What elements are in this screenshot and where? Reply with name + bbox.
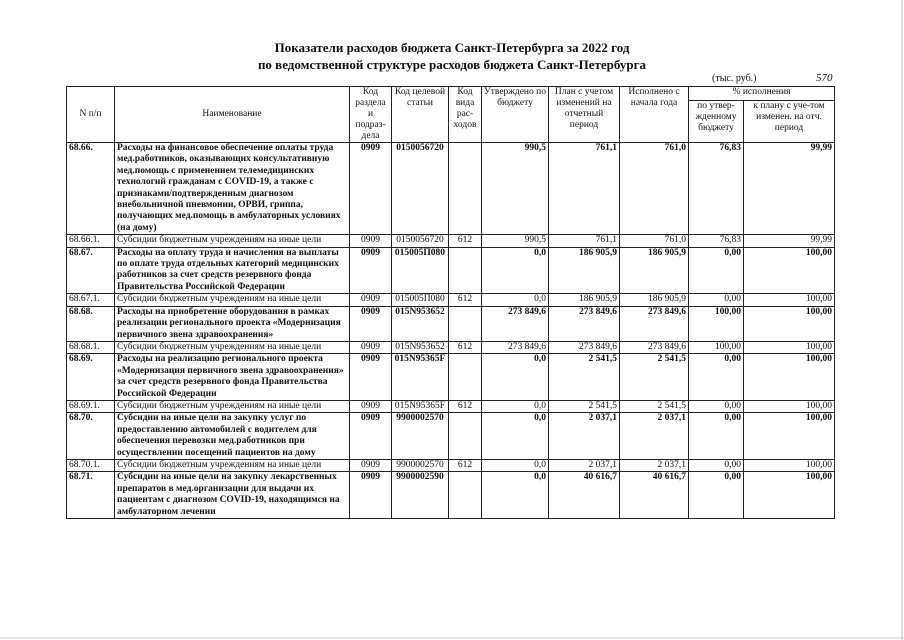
row-plan: 761,1 (549, 143, 620, 235)
row-pct-plan: 100,00 (744, 400, 835, 412)
row-pct-approved: 0,00 (689, 413, 744, 460)
row-type-code: 612 (449, 294, 482, 306)
header-type-code: Код вида рас-ходов (449, 87, 482, 143)
row-pct-plan: 100,00 (744, 354, 835, 401)
page-number: 570 (816, 72, 833, 84)
row-type-code (449, 247, 482, 294)
row-approved: 273 849,6 (482, 306, 549, 341)
row-plan: 2 541,5 (549, 400, 620, 412)
row-pct-approved: 0,00 (689, 354, 744, 401)
row-target-code: 015005П080 (392, 247, 449, 294)
row-name: Субсидии бюджетным учреждениям на иные цели (115, 235, 350, 247)
row-type-code (449, 354, 482, 401)
table-row (67, 235, 835, 247)
row-approved: 273 849,6 (482, 341, 549, 353)
table-body (67, 143, 835, 519)
row-pct-plan: 99,99 (744, 143, 835, 235)
row-approved: 0,0 (482, 459, 549, 471)
row-pct-approved: 76,83 (689, 235, 744, 247)
row-number: 68.70.1. (67, 459, 115, 471)
row-number: 68.66. (67, 143, 115, 235)
row-pct-plan: 100,00 (744, 247, 835, 294)
row-name: Расходы на финансовое обеспечение оплаты труда мед.работников, оказывающих консультативную мед.помощь с применением телемедицинских технологий гражданам с COVID-19, а также с признаками/подтвержденным диагнозом внебольничной пневмонии, ОРВИ, гриппа, получающих мед.помощь в амбулаторных условиях (на дому) (115, 143, 350, 235)
row-number: 68.67.1. (67, 294, 115, 306)
row-done: 186 905,9 (620, 294, 689, 306)
row-target-code: 015N953652 (392, 306, 449, 341)
row-type-code (449, 306, 482, 341)
header-approved: Утверждено по бюджету (482, 87, 549, 143)
row-name: Расходы на оплату труда и начисления на выплаты по оплате труда отдельных категорий медицинских работников за счет средств резервного фонда Правительства Российской Федерации (115, 247, 350, 294)
row-pct-approved: 0,00 (689, 459, 744, 471)
row-target-code: 015N95365F (392, 400, 449, 412)
row-section-code: 0909 (350, 354, 392, 401)
row-plan: 761,1 (549, 235, 620, 247)
row-section-code: 0909 (350, 341, 392, 353)
row-number: 68.68. (67, 306, 115, 341)
table-row (67, 472, 835, 519)
row-name: Субсидии бюджетным учреждениям на иные цели (115, 400, 350, 412)
row-approved: 0,0 (482, 400, 549, 412)
header-target-code: Код целевой статьи (392, 87, 449, 143)
row-name: Субсидии на иные цели на закупку лекарственных препаратов в мед.организации для выдачи их пациентам с диагнозом COVID-19, находящимся на амбулаторном лечении (115, 472, 350, 519)
row-target-code: 9900002590 (392, 472, 449, 519)
row-number: 68.66.1. (67, 235, 115, 247)
row-section-code: 0909 (350, 235, 392, 247)
table-row (67, 143, 835, 235)
row-done: 2 541,5 (620, 400, 689, 412)
header-pct-plan: к плану с уче-том изменен. на отч. период (744, 100, 835, 142)
row-name: Расходы на реализацию регионального проекта «Модернизация первичного звена здравоохранения» за счет средств резервного фонда Правительства Российской Федерации (115, 354, 350, 401)
table-row (67, 341, 835, 353)
header-section-code: Код раздела и подраз-дела (350, 87, 392, 143)
row-pct-approved: 0,00 (689, 400, 744, 412)
row-target-code: 015N95365F (392, 354, 449, 401)
row-number: 68.69. (67, 354, 115, 401)
table-row (67, 306, 835, 341)
row-name: Расходы на приобретение оборудования в рамках реализации регионального проекта «Модернизация первичного звена здравоохранения» (115, 306, 350, 341)
row-number: 68.71. (67, 472, 115, 519)
row-pct-approved: 0,00 (689, 472, 744, 519)
row-number: 68.68.1. (67, 341, 115, 353)
row-section-code: 0909 (350, 472, 392, 519)
row-name: Субсидии бюджетным учреждениям на иные цели (115, 459, 350, 471)
row-pct-plan: 100,00 (744, 341, 835, 353)
table-row (67, 294, 835, 306)
row-section-code: 0909 (350, 306, 392, 341)
row-section-code: 0909 (350, 247, 392, 294)
row-approved: 0,0 (482, 247, 549, 294)
row-approved: 990,5 (482, 143, 549, 235)
report-subtitle: по ведомственной структуре расходов бюджета Санкт-Петербурга (257, 57, 647, 72)
row-pct-plan: 100,00 (744, 413, 835, 460)
row-target-code: 9900002570 (392, 413, 449, 460)
table-row (67, 413, 835, 460)
row-done: 761,0 (620, 143, 689, 235)
row-plan: 2 037,1 (549, 459, 620, 471)
row-plan: 273 849,6 (549, 306, 620, 341)
row-number: 68.70. (67, 413, 115, 460)
row-done: 761,0 (620, 235, 689, 247)
table-row (67, 247, 835, 294)
row-type-code (449, 143, 482, 235)
row-type-code: 612 (449, 235, 482, 247)
row-pct-approved: 100,00 (689, 341, 744, 353)
row-approved: 990,5 (482, 235, 549, 247)
row-done: 186 905,9 (620, 247, 689, 294)
header-num: N п/п (67, 87, 115, 143)
row-type-code: 612 (449, 459, 482, 471)
row-pct-plan: 100,00 (744, 459, 835, 471)
row-approved: 0,0 (482, 354, 549, 401)
units-label: (тыс. руб.) (712, 73, 757, 84)
row-pct-plan: 100,00 (744, 306, 835, 341)
row-plan: 2 541,5 (549, 354, 620, 401)
row-pct-plan: 100,00 (744, 294, 835, 306)
row-approved: 0,0 (482, 472, 549, 519)
row-done: 2 037,1 (620, 459, 689, 471)
row-pct-plan: 100,00 (744, 472, 835, 519)
row-target-code: 9900002570 (392, 459, 449, 471)
row-done: 2 037,1 (620, 413, 689, 460)
row-section-code: 0909 (350, 400, 392, 412)
table-row (67, 459, 835, 471)
table-row (67, 354, 835, 401)
row-name: Субсидии на иные цели на закупку услуг по предоставлению автомобилей с водителем для обеспечения перевозки мед.работников при осуществлении посещений пациентов на дому (115, 413, 350, 460)
row-pct-plan: 99,99 (744, 235, 835, 247)
row-plan: 273 849,6 (549, 341, 620, 353)
row-target-code: 0150056720 (392, 143, 449, 235)
table-row (67, 400, 835, 412)
row-type-code (449, 413, 482, 460)
row-name: Субсидии бюджетным учреждениям на иные цели (115, 341, 350, 353)
row-plan: 40 616,7 (549, 472, 620, 519)
header-pct-approved: по утвер-жденному бюджету (689, 100, 744, 142)
row-pct-approved: 0,00 (689, 294, 744, 306)
row-section-code: 0909 (350, 459, 392, 471)
row-number: 68.67. (67, 247, 115, 294)
row-plan: 2 037,1 (549, 413, 620, 460)
header-done: Исполнено с начала года (620, 87, 689, 143)
row-done: 40 616,7 (620, 472, 689, 519)
row-target-code: 0150056720 (392, 235, 449, 247)
row-done: 2 541,5 (620, 354, 689, 401)
row-approved: 0,0 (482, 413, 549, 460)
row-section-code: 0909 (350, 294, 392, 306)
expenses-table (66, 86, 835, 519)
row-pct-approved: 100,00 (689, 306, 744, 341)
row-number: 68.69.1. (67, 400, 115, 412)
row-done: 273 849,6 (620, 341, 689, 353)
header-percent-group: % исполнения (689, 87, 835, 101)
row-type-code: 612 (449, 341, 482, 353)
row-target-code: 015N953652 (392, 341, 449, 353)
header-plan: План с учетом изменений на отчетный период (549, 87, 620, 143)
row-section-code: 0909 (350, 143, 392, 235)
row-pct-approved: 0,00 (689, 247, 744, 294)
row-target-code: 015005П080 (392, 294, 449, 306)
row-plan: 186 905,9 (549, 294, 620, 306)
row-approved: 0,0 (482, 294, 549, 306)
row-section-code: 0909 (350, 413, 392, 460)
header-name: Наименование (115, 87, 350, 143)
row-type-code (449, 472, 482, 519)
row-name: Субсидии бюджетным учреждениям на иные цели (115, 294, 350, 306)
report-title: Показатели расходов бюджета Санкт-Петербурга за 2022 год (274, 40, 630, 55)
row-pct-approved: 76,83 (689, 143, 744, 235)
row-type-code: 612 (449, 400, 482, 412)
row-plan: 186 905,9 (549, 247, 620, 294)
row-done: 273 849,6 (620, 306, 689, 341)
